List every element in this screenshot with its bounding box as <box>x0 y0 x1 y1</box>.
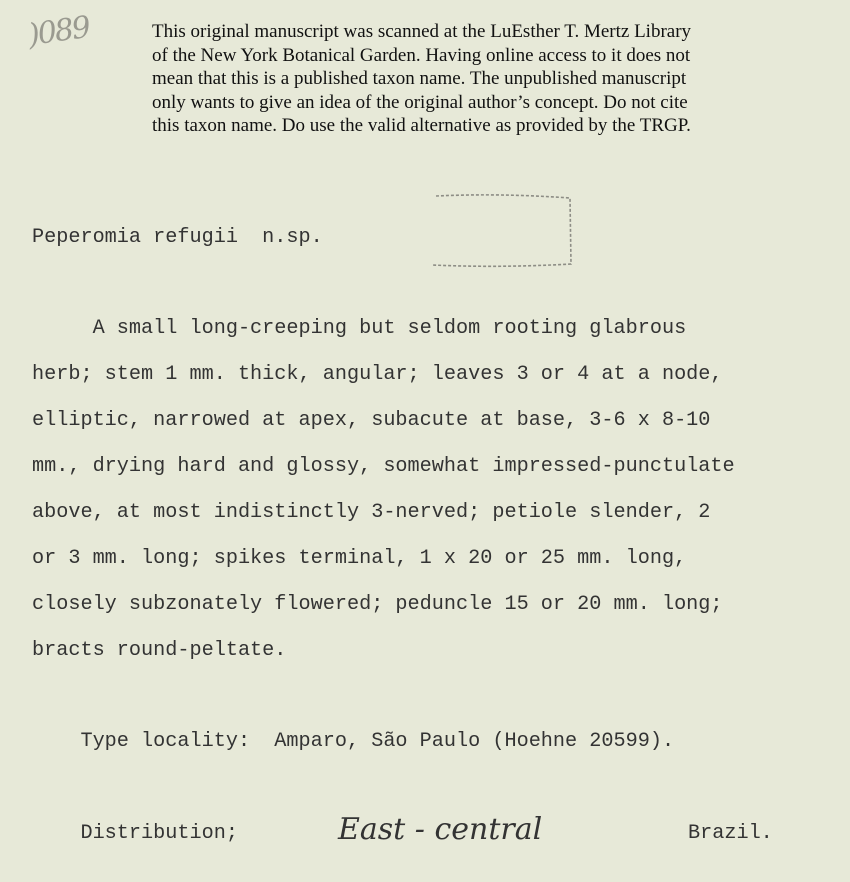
notice-line: mean that this is a published taxon name. The unpublished manuscript <box>152 68 687 90</box>
notice-line: this taxon name. Do use the valid alternative as provided by the TRGP. <box>152 115 691 137</box>
stamp-outline <box>430 190 580 274</box>
notice-line: This original manuscript was scanned at the LuEsther T. Mertz Library <box>152 21 692 42</box>
species-title: Peperomia refugii n.sp. <box>32 226 323 249</box>
handwritten-distribution: East - central <box>338 812 543 847</box>
description-line: bracts round-peltate. <box>32 639 287 662</box>
distribution-country: Brazil. <box>688 822 773 845</box>
distribution-label: Distribution; <box>32 822 238 845</box>
notice-line: of the New York Botanical Garden. Having online access to it does not <box>152 44 691 66</box>
description-line: or 3 mm. long; spikes terminal, 1 x 20 or 25 mm. long, <box>32 547 687 570</box>
scan-notice <box>152 20 792 138</box>
description-line: closely subzonately flowered; peduncle 15 or 20 mm. long; <box>32 593 723 616</box>
type-locality: Type locality: Amparo, São Paulo (Hoehne 20599). <box>32 730 675 753</box>
description-line: herb; stem 1 mm. thick, angular; leaves 3 or 4 at a node, <box>32 363 723 386</box>
description-line: elliptic, narrowed at apex, subacute at base, 3-6 x 8-10 <box>32 409 711 432</box>
pencil-annotation: )089 <box>25 9 92 54</box>
description-line: mm., drying hard and glossy, somewhat impressed-punctulate <box>32 455 735 478</box>
description-line: above, at most indistinctly 3-nerved; petiole slender, 2 <box>32 501 711 524</box>
notice-line: only wants to give an idea of the original author’s concept. Do not cite <box>152 91 688 113</box>
description-line: A small long-creeping but seldom rooting glabrous <box>32 317 687 340</box>
